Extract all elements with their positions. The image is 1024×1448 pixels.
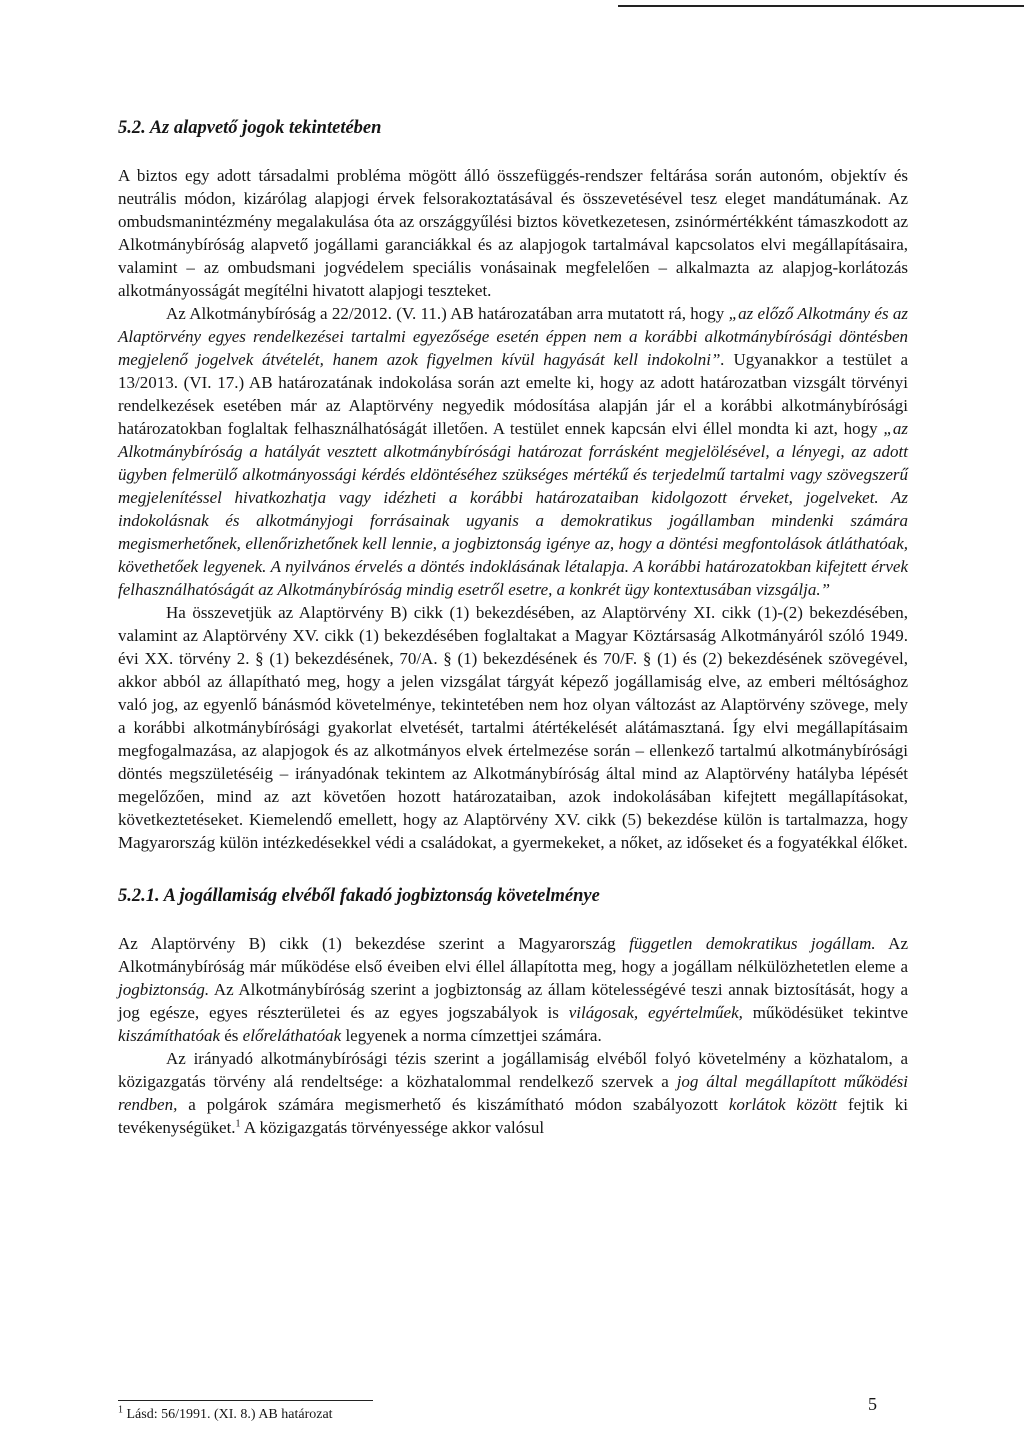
text-run: a polgárok számára megismerhető és kiszámítható módon szabályozott xyxy=(177,1095,729,1114)
italic-text: független demokratikus jogállam. xyxy=(629,934,876,953)
italic-text: „az Alkotmánybíróság a hatályát vesztett alkotmánybírósági határozat forrásként megjelölésével, a lényegi, az adott ügyben felmerülő alkotmányossági kérdés eldöntéséhez szükséges mértékű és terjedelmű tartalmi vagy szövegszerű megjelenítéssel hivatkozhatja vagy idézheti a korábbi határozataiban kidolgozott érveket, jogelveket. Az indokolásnak és alkotmányjogi forrásainak ugyanis a demokratikus jogállamban mindenki számára megismerhetőnek, ellenőrizhetőnek kell lennie, a jogbiztonság igénye az, hogy a döntési megfontolások átláthatóak, követhetőek legyenek. A nyilvános érvelés a döntés indoklásának létalapja. A korábbi határozatokban kifejtett érvek felhasználhatóságát az Alkotmánybíróság mindig esetről esetre, a konkrét ügy kontextusában vizsgálja.” xyxy=(118,419,908,599)
text-run: A közigazgatás törvényessége akkor valósul xyxy=(240,1118,545,1137)
italic-text: világosak, egyértelműek, xyxy=(568,1003,743,1022)
text-run: Az Alaptörvény B) cikk (1) bekezdése szerint a Magyarország xyxy=(118,934,630,953)
paragraph xyxy=(118,302,908,601)
paragraph xyxy=(118,932,908,1047)
section-heading-5-2-1: 5.2.1. A jogállamiság elvéből fakadó jogbiztonság követelménye xyxy=(118,886,600,906)
italic-text: kiszámíthatóak xyxy=(118,1026,220,1045)
italic-text: előreláthatóak xyxy=(242,1026,342,1045)
footnote-separator xyxy=(118,1400,373,1401)
paragraph xyxy=(118,164,908,302)
italic-text: jog által megállapított működési rendben, xyxy=(118,1072,908,1114)
section-heading-5-2: 5.2. Az alapvető jogok tekintetében xyxy=(118,118,382,138)
italic-text: korlátok között xyxy=(728,1095,838,1114)
italic-text: „az előző Alkotmány és az Alaptörvény egyes rendelkezései tartalmi egyezősége esetén éppen nem a korábbi alkotmánybírósági döntésben megjelenő jogelvek átvételét, hanem azok figyelmen kívül hagyását kell indokolni”. xyxy=(118,304,908,369)
text-run: Az Alkotmánybíróság szerint a jogbiztonság az állam kötelességévé teszi annak biztosítását, hogy a jog egésze, egyes részterületei és az egyes jogszabályok is xyxy=(118,980,908,1022)
footnote-mark: 1 xyxy=(118,1404,123,1416)
italic-text: jogbiztonság. xyxy=(118,980,210,999)
document-page xyxy=(118,110,908,1139)
section-5-2-body xyxy=(118,164,908,854)
text-run: A biztos egy adott társadalmi probléma mögött álló összefüggés-rendszer feltárása során autonóm, objektív és neutrális módon, kizárólag alapjogi érvek felsorakoztatásával és összevetésével tesz eleget mandátumának. Az ombudsmanintézmény megalakulása óta az országgyűlési biztos következetesen, zsinórmértékként támaszkodott az Alkotmánybíróság alapvető jogállami garanciákkal és az alapjogok tartalmával kapcsolatos elvi megállapításaira, valamint – az ombudsmani jogvédelem speciális vonásainak megfelelően – alkalmazta az alapjog-korlátozás alkotmányosságát megítélni hivatott alapjogi teszteket. xyxy=(118,166,908,300)
text-run: működésüket tekintve xyxy=(742,1003,909,1022)
footnote xyxy=(118,1406,333,1424)
text-run: Az Alkotmánybíróság a 22/2012. (V. 11.) AB határozatában arra mutatott rá, hogy xyxy=(166,304,729,323)
text-run: Ugyanakkor a testület a 13/2013. (VI. 17.) AB határozatának indokolása során azt emelte ki, hogy az adott határozatban vizsgált törvényi rendelkezések esetében már az Alaptörvény negyedik módosítása alapján jár el a korábbi alkotmánybírósági határozatokban foglaltak felhasználhatóságát illetően. A testület ennek kapcsán elvi éllel mondta ki azt, hogy xyxy=(118,350,909,438)
text-run: fejtik ki tevékenységüket. xyxy=(118,1095,908,1137)
text-run: Az Alkotmánybíróság már működése első éveiben elvi éllel állapította meg, hogy a jogállam nélkülözhetetlen eleme a xyxy=(118,934,908,976)
text-run: legyenek a norma címzettjei számára. xyxy=(341,1026,602,1045)
text-run: Az irányadó alkotmánybírósági tézis szerint a jogállamiság elvéből folyó követelmény a közhatalom, a közigazgatás törvény alá rendeltsége: a közhatalommal rendelkező szervek a xyxy=(118,1049,908,1091)
footnote-reference: 1 xyxy=(235,1118,241,1130)
paragraph xyxy=(118,1047,908,1139)
text-run: Ha összevetjük az Alaptörvény B) cikk (1) bekezdésében, az Alaptörvény XI. cikk (1)-(2) bekezdésében, valamint az Alaptörvény XV. cikk (1) bekezdésében foglaltakat a Magyar Köztársaság Alkotmányáról szóló 1949. évi XX. törvény 2. § (1) bekezdésének, 70/A. § (1) bekezdésének és 70/F. § (1) és (2) bekezdésének szövegével, akkor abból az állapítható meg, hogy a jelen vizsgálat tárgyát képező jogállamiság elve, az emberi méltósághoz való jog, az egyenlő bánásmód követelménye, tekintetében nem hoz olyan változást az Alaptörvény szövege, mely a korábbi alkotmánybírósági gyakorlat elvetését, tartalmi átértékelését alátámasztaná. Így elvi megállapításaim megfogalmazása, az alapjogok és az alkotmányos elvek értelmezése során – ellenkező tartalmú alkotmánybírósági döntés megszületéséig – irányadónak tekintem az Alkotmánybíróság által mind az Alaptörvény hatályba lépését megelőzően, mind az azt követően hozott határozataiban, azok indokolásában kifejtett megállapításokat, következtetéseket. Kiemelendő emellett, hogy az Alaptörvény XV. cikk (5) bekezdése külön is tartalmazza, hogy Magyarország külön intézkedésekkel védi a családokat, a gyermekeket, a nőket, az időseket és a fogyatékkal élőket. xyxy=(118,603,908,852)
paragraph xyxy=(118,601,908,854)
page-number: 5 xyxy=(868,1394,877,1414)
top-edge-line xyxy=(618,5,1024,7)
text-run: és xyxy=(220,1026,243,1045)
footnote-text: Lásd: 56/1991. (XI. 8.) AB határozat xyxy=(123,1407,333,1422)
section-5-2-1-body xyxy=(118,932,908,1139)
